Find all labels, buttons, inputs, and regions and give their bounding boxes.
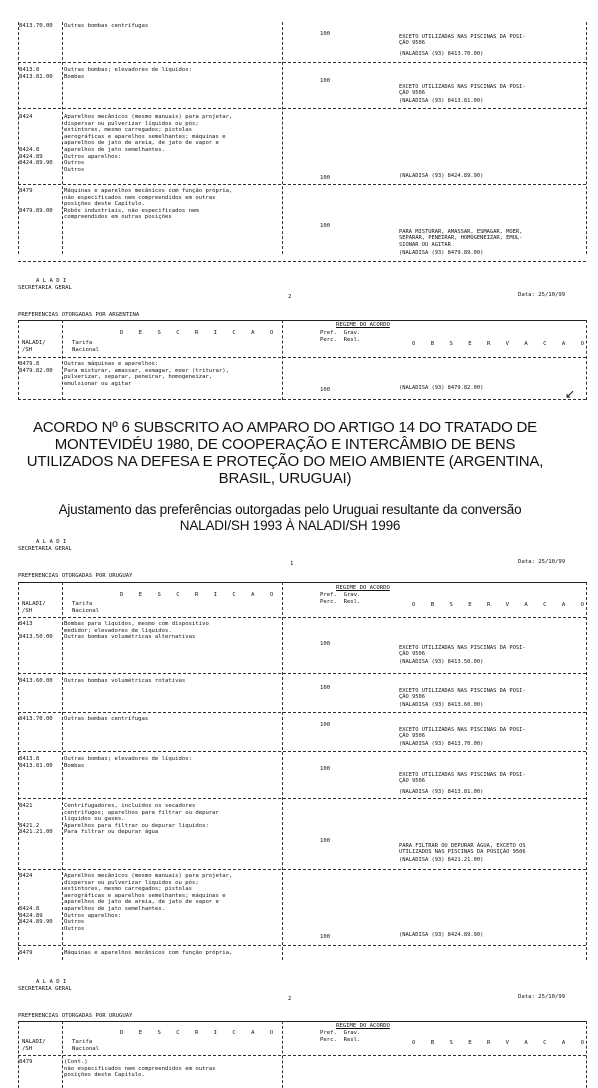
col-header-naladi: NALADI/ /SH: [22, 1039, 46, 1052]
row-divider: [18, 712, 586, 713]
tariff-description: Aparelhos mecânicos (mesmo manuais) para projetar, dispersar ou pulverizar líquidos ou pós; extintores, mesmo carregados; pistolas aerográficas e aparelhos semelhantes; máquinas e aparelhos de jato de areia, de jato de vapor e aparelhos de jato semelhantes. Outros aparelhos: Outros Outros: [64, 114, 233, 173]
tariff-code: 8413.70.00: [19, 23, 53, 29]
print-date: Data: 25/10/99: [518, 559, 566, 565]
tariff-code: 8479 8479.89.00: [19, 188, 53, 214]
aladi-label: A L A D I: [36, 278, 67, 284]
handwritten-mark-icon: ↙: [565, 387, 576, 401]
preference-percent: 100: [320, 223, 331, 229]
col-header-observacao: O B S E R V A C A O: [412, 1040, 590, 1046]
col-rule-right: [586, 1021, 587, 1088]
tariff-description: Máquinas e aparelhos mecânicos com função própria,: [64, 950, 233, 956]
observation-text: EXCETO UTILIZADAS NAS PISCINAS DA POSI- ÇÃO 9506: [399, 34, 526, 47]
table-top-rule: [18, 1021, 586, 1022]
naladisa-reference: (NALADISA (93) 8413.60.00): [399, 702, 484, 708]
naladisa-reference: (NALADISA (93) 8479.89.00): [399, 250, 484, 256]
page-number: 1: [290, 561, 294, 567]
row-divider: [18, 261, 586, 262]
agreement-title: ACORDO Nº 6 SUBSCRITO AO AMPARO DO ARTIGO 14 DO TRATADO DE MONTEVIDÉU 1980, DE COOPERAÇÃO E INTERCÂMBIO DE BENS UTILIZADOS NA DEFESA E PROTEÇÃO DO MEIO AMBIENTE (ARGENTINA, BRASIL, URUGUAI): [26, 419, 544, 487]
table-top-rule: [18, 320, 586, 321]
col-header-descricao: D E S C R I C A O: [120, 592, 280, 598]
tariff-code: 8413.8 8413.81.00: [19, 756, 53, 769]
page-number: 2: [288, 294, 292, 300]
tariff-description: (Cont.) não especificados nem compreendidos em outras posições deste Capítulo.: [64, 1059, 216, 1079]
header-divider: [18, 357, 586, 358]
tariff-code: 8424 8424.8 8424.89 8424.89.90: [19, 873, 53, 926]
section-heading: PREFERENCIAS OTORGADAS POR URUGUAY: [18, 1013, 133, 1019]
preference-percent: 100: [320, 78, 331, 84]
page-number: 2: [288, 996, 292, 1002]
naladisa-reference: (NALADISA (93) 8424.89.90): [399, 173, 484, 179]
col-header-pref: Pref. Grav. Perc. Resl.: [320, 330, 361, 343]
col-rule-desc: [282, 582, 283, 960]
col-rule-left: [18, 320, 19, 400]
tariff-description: Outras bombas; elevadores de líquidos: Bombas: [64, 67, 192, 80]
col-header-regime: REGIME DO ACORDO: [336, 1023, 390, 1029]
tariff-code: 8479: [19, 1059, 33, 1065]
tariff-code: 8479.8 8479.82.00: [19, 361, 53, 374]
tariff-code: 8424 8424.8 8424.89 8424.89.90: [19, 114, 53, 167]
row-divider: [18, 62, 586, 63]
naladisa-reference: (NALADISA (93) 8421.21.00): [399, 857, 484, 863]
section-heading: PREFERENCIAS OTORGADAS POR URUGUAY: [18, 573, 133, 579]
preference-percent: 100: [320, 934, 331, 940]
row-divider: [18, 399, 586, 400]
naladisa-reference: (NALADISA (93) 8413.50.00): [399, 659, 484, 665]
print-date: Data: 25/10/99: [518, 994, 566, 1000]
col-header-observacao: O B S E R V A C A O: [412, 341, 590, 347]
col-rule-code: [62, 320, 63, 400]
col-header-tarifa: Tarifa Nacional: [72, 601, 99, 614]
row-divider: [18, 673, 586, 674]
naladisa-reference: (NALADISA (93) 8413.70.00): [399, 51, 484, 57]
preference-percent: 100: [320, 766, 331, 772]
naladisa-reference: (NALADISA (93) 8413.81.00): [399, 789, 484, 795]
header-divider: [18, 1055, 586, 1056]
header-divider: [18, 617, 586, 618]
tariff-code: 8413.60.00: [19, 678, 53, 684]
observation-text: EXCETO UTILIZADAS NAS PISCINAS DA POSI- ÇÃO 9506: [399, 688, 526, 701]
col-header-observacao: O B S E R V A C A O: [412, 602, 590, 608]
tariff-code: 8413.8 8413.81.00: [19, 67, 53, 80]
row-divider: [18, 945, 586, 946]
col-header-regime: REGIME DO ACORDO: [336, 585, 390, 591]
row-divider: [18, 869, 586, 870]
aladi-label: A L A D I: [36, 979, 67, 985]
col-header-naladi: NALADI/ /SH: [22, 340, 46, 353]
preference-percent: 100: [320, 641, 331, 647]
naladisa-reference: (NALADISA (93) 8413.70.00): [399, 741, 484, 747]
col-header-pref: Pref. Grav. Perc. Resl.: [320, 592, 361, 605]
row-divider: [18, 108, 586, 109]
observation-text: EXCETO UTILIZADAS NAS PISCINAS DA POSI- ÇÃO 9506: [399, 84, 526, 97]
tariff-description: Outras máquinas e aparelhos: Para misturar, amassar, esmagar, moer (triturar), pulverizar, separar, peneirar, homogeneizar, emulsionar ou agitar: [64, 361, 230, 387]
subtitle-line-1: Ajustamento das preferências outorgadas pelo Uruguai resultante da conversão: [58, 502, 522, 517]
row-divider: [18, 184, 586, 185]
aladi-label: A L A D I: [36, 539, 67, 545]
tariff-description: Bombas para líquidos, mesmo com dispositivo medidor; elevadores de líquidos. Outras bombas volumétricas alternativas: [64, 621, 209, 641]
secretaria-label: SECRETARIA GERAL: [18, 285, 72, 291]
col-header-descricao: D E S C R I C A O: [120, 1030, 280, 1036]
observation-text: PARA MISTURAR, AMASSAR, ESMAGAR, MOER, SEPARAR, PENEIRAR, HOMOGENEIZAR, EMUL- SIONAR OU AGITAR: [399, 229, 523, 248]
naladisa-reference: (NALADISA (93) 8413.81.00): [399, 98, 484, 104]
row-divider: [18, 798, 586, 799]
row-divider: [18, 751, 586, 752]
preference-percent: 100: [320, 722, 331, 728]
subtitle-line-2: NALADI/SH 1993 À NALADI/SH 1996: [179, 518, 401, 533]
secretaria-label: SECRETARIA GERAL: [18, 546, 72, 552]
print-date: Data: 25/10/99: [518, 292, 566, 298]
secretaria-label: SECRETARIA GERAL: [18, 986, 72, 992]
tariff-code: 8421 8421.2 8421.21.00: [19, 803, 53, 836]
tariff-code: 8479: [19, 950, 33, 956]
observation-text: PARA FILTRAR OU DEPURAR ÁGUA, EXCETO OS UTILIZADOS NAS PISCINAS DA POSIÇÃO 9506: [399, 843, 526, 856]
tariff-code: 8413.70.00: [19, 716, 53, 722]
preference-percent: 100: [320, 175, 331, 181]
tariff-description: Outras bombas; elevadores de líquidos: Bombas: [64, 756, 192, 769]
col-header-naladi: NALADI/ /SH: [22, 601, 46, 614]
observation-text: EXCETO UTILIZADAS NAS PISCINAS DA POSI- ÇÃO 9506: [399, 772, 526, 785]
col-header-tarifa: Tarifa Nacional: [72, 340, 99, 353]
col-rule-right: [586, 582, 587, 960]
tariff-description: Outras bombas centrífugas: [64, 23, 149, 29]
col-header-regime: REGIME DO ACORDO: [336, 322, 390, 328]
naladisa-reference: (NALADISA (93) 8479.82.00): [399, 385, 484, 391]
col-header-tarifa: Tarifa Nacional: [72, 1039, 99, 1052]
tariff-description: Outras bombas centrífugas: [64, 716, 149, 722]
col-rule-desc: [282, 320, 283, 400]
tariff-description: Máquinas e aparelhos mecânicos com função própria, não especificados nem compreendidos em outras posições deste Capítulo. Robôs industriais, não especificados nem compreendidos em outras posições: [64, 188, 233, 221]
table-top-rule: [18, 582, 586, 583]
tariff-description: Centrifugadores, incluídos os secadores centrífugos; aparelhos para filtrar ou depurar líquidos ou gases. Aparelhos para filtrar ou depurar líquidos: Para filtrar ou depurar água: [64, 803, 219, 836]
tariff-code: 8413 8413.50.00: [19, 621, 53, 641]
naladisa-reference: (NALADISA (93) 8424.89.90): [399, 932, 484, 938]
observation-text: EXCETO UTILIZADAS NAS PISCINAS DA POSI- ÇÃO 9506: [399, 645, 526, 658]
preference-percent: 100: [320, 387, 331, 393]
col-header-descricao: D E S C R I C A O: [120, 330, 280, 336]
col-header-pref: Pref. Grav. Perc. Resl.: [320, 1030, 361, 1043]
preference-percent: 100: [320, 31, 331, 37]
preference-percent: 100: [320, 838, 331, 844]
tariff-description: Aparelhos mecânicos (mesmo manuais) para projetar, dispersar ou pulverizar líquidos ou pós; extintores, mesmo carregados; pistolas aerográficas e aparelhos semelhantes; máquinas e aparelhos de jato de areia, de jato de vapor e aparelhos de jato semelhantes. Outros aparelhos: Outros Outros: [64, 873, 233, 932]
tariff-description: Outras bombas volumétricas rotativas: [64, 678, 186, 684]
observation-text: EXCETO UTILIZADAS NAS PISCINAS DA POSI- ÇÃO 9506: [399, 727, 526, 740]
preference-percent: 100: [320, 685, 331, 691]
col-rule-desc: [282, 22, 283, 254]
section-heading: PREFERENCIAS OTORGADAS POR ARGENTINA: [18, 312, 140, 318]
